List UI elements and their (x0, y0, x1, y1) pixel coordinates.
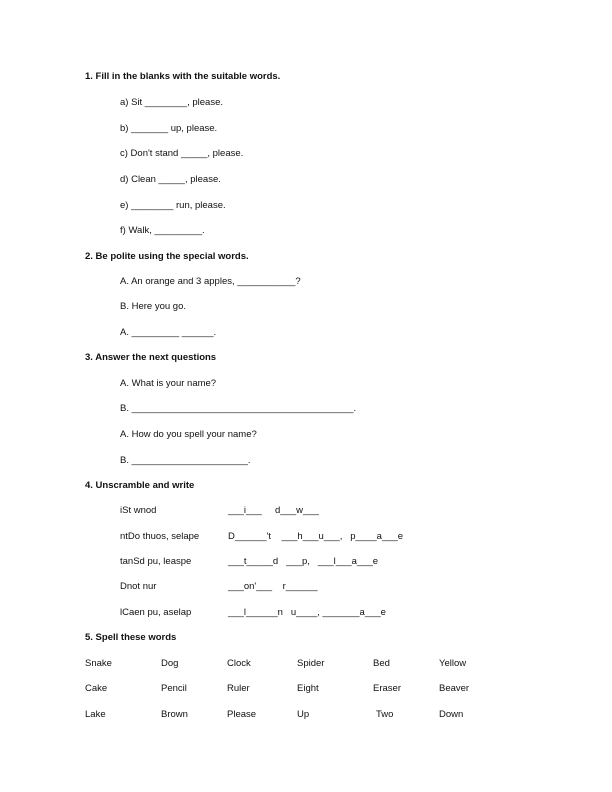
word-eraser: Eraser (373, 683, 401, 694)
section-2-line-3: A. _________ ______. (120, 327, 217, 338)
word-yellow: Yellow (439, 658, 467, 669)
word-cake: Cake (85, 683, 108, 694)
section-3-line-4: B. ______________________. (120, 455, 251, 466)
word-two: Two (376, 709, 394, 720)
answer-blank-1: ___i___ d___w___ (228, 505, 319, 516)
word-clock: Clock (227, 658, 251, 669)
word-pencil: Pencil (161, 683, 187, 694)
section-3-line-1: A. What is your name? (120, 378, 217, 389)
word-down: Down (439, 709, 464, 720)
scrambled-phrase-1: iSt wnod (120, 505, 157, 516)
section-2-heading: 2. Be polite using the special words. (85, 251, 249, 262)
section-2-line-1: A. An orange and 3 apples, ___________? (120, 276, 301, 287)
section-1-item-e: e) ________ run, please. (120, 200, 226, 211)
word-snake: Snake (85, 658, 112, 669)
section-1-item-d: d) Clean _____, please. (120, 174, 221, 185)
word-dog: Dog (161, 658, 179, 669)
section-5-heading: 5. Spell these words (85, 632, 177, 643)
word-eight: Eight (297, 683, 319, 694)
section-1-item-f: f) Walk, _________. (120, 225, 205, 236)
scrambled-phrase-3: tanSd pu, leaspe (120, 556, 192, 567)
section-2-line-2: B. Here you go. (120, 301, 187, 312)
section-4-heading: 4. Unscramble and write (85, 480, 195, 491)
section-1-heading: 1. Fill in the blanks with the suitable words. (85, 71, 281, 82)
scrambled-phrase-2: ntDo thuos, selape (120, 531, 200, 542)
section-3-line-2: B. __________________________________________. (120, 403, 357, 414)
word-bed: Bed (373, 658, 390, 669)
section-1-item-c: c) Don't stand _____, please. (120, 148, 244, 159)
word-please: Please (227, 709, 257, 720)
word-beaver: Beaver (439, 683, 470, 694)
word-ruler: Ruler (227, 683, 250, 694)
section-1-item-a: a) Sit ________, please. (120, 97, 223, 108)
word-spider: Spider (297, 658, 325, 669)
scrambled-phrase-4: Dnot nur (120, 581, 157, 592)
section-3-line-3: A. How do you spell your name? (120, 429, 257, 440)
scrambled-phrase-5: lCaen pu, aselap (120, 607, 192, 618)
section-3-heading: 3. Answer the next questions (85, 352, 217, 363)
word-lake: Lake (85, 709, 106, 720)
answer-blank-2: D______'t ___h___u___, p____a___e (228, 531, 404, 542)
word-brown: Brown (161, 709, 188, 720)
answer-blank-4: ___on'___ r______ (228, 581, 318, 592)
answer-blank-3: ___t_____d ___p, ___l___a___e (228, 556, 379, 567)
word-up: Up (297, 709, 310, 720)
answer-blank-5: ___l______n u____, _______a___e (228, 607, 386, 618)
section-1-item-b: b) _______ up, please. (120, 123, 218, 134)
